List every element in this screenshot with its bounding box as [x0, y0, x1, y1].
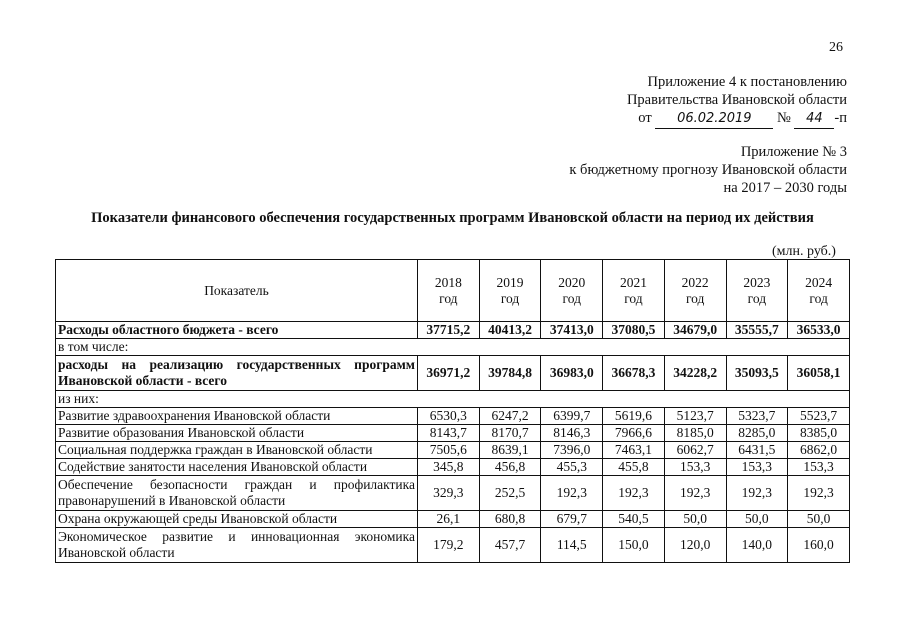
from-label: от	[638, 110, 652, 126]
table-cell-value: 153,3	[726, 459, 788, 476]
table-row	[56, 391, 850, 408]
row-label: Содействие занятости населения Ивановской области	[56, 459, 418, 476]
year-column-header	[788, 260, 850, 322]
table-cell-value: 8146,3	[541, 425, 603, 442]
document-title: Показатели финансового обеспечения государственных программ Ивановской области на период их действия	[91, 210, 814, 226]
appendix-4-date-line	[627, 109, 847, 129]
table-row	[56, 528, 850, 563]
table-cell-value: 179,2	[418, 528, 480, 563]
table-row	[56, 339, 850, 356]
row-label: Экономическое развитие и инновационная экономика Ивановской области	[56, 528, 418, 563]
row-label: расходы на реализацию государственных программ Ивановской области - всего	[56, 356, 418, 391]
table-cell-value: 36533,0	[788, 322, 850, 339]
year-suffix: год	[685, 290, 705, 306]
table-cell-value: 160,0	[788, 528, 850, 563]
year-value: 2020	[558, 274, 586, 290]
table-cell-value: 7966,6	[603, 425, 665, 442]
table-cell-value: 680,8	[479, 511, 541, 528]
table-cell-value: 6247,2	[479, 408, 541, 425]
year-column-header	[479, 260, 541, 322]
table-cell-value: 36971,2	[418, 356, 480, 391]
table-cell-value: 540,5	[603, 511, 665, 528]
table-cell-value: 679,7	[541, 511, 603, 528]
year-suffix: год	[624, 290, 643, 306]
year-suffix: год	[500, 290, 520, 306]
table-row	[56, 356, 850, 391]
table-cell-value: 8639,1	[479, 442, 541, 459]
table-cell-value: 7463,1	[603, 442, 665, 459]
year-value: 2023	[743, 274, 771, 290]
year-value: 2018	[434, 274, 462, 290]
table-cell-value: 150,0	[603, 528, 665, 563]
table-cell-value: 192,3	[603, 476, 665, 511]
table-row	[56, 425, 850, 442]
table-cell-value: 192,3	[541, 476, 603, 511]
table-cell-value: 8170,7	[479, 425, 541, 442]
table-cell-value: 120,0	[664, 528, 726, 563]
page-number: 26	[829, 40, 843, 55]
table-cell-value: 192,3	[726, 476, 788, 511]
year-suffix: год	[809, 290, 828, 306]
year-column-header	[418, 260, 480, 322]
table-row	[56, 459, 850, 476]
year-value: 2022	[681, 274, 709, 290]
table-cell-value: 35093,5	[726, 356, 788, 391]
table-cell-value: 8185,0	[664, 425, 726, 442]
table-row	[56, 408, 850, 425]
table-cell-value: 37080,5	[603, 322, 665, 339]
table-cell-value: 345,8	[418, 459, 480, 476]
table-cell-value: 5123,7	[664, 408, 726, 425]
units-label: (млн. руб.)	[772, 244, 836, 259]
table-cell-value: 26,1	[418, 511, 480, 528]
year-suffix: год	[747, 290, 767, 306]
table-cell-value: 153,3	[664, 459, 726, 476]
table-cell-value: 8385,0	[788, 425, 850, 442]
table-cell-value: 252,5	[479, 476, 541, 511]
table-cell-value: 153,3	[788, 459, 850, 476]
table-cell-value: 140,0	[726, 528, 788, 563]
handwritten-number: 44	[794, 110, 834, 129]
table-row	[56, 322, 850, 339]
table-cell-value: 8143,7	[418, 425, 480, 442]
table-header	[56, 260, 850, 322]
table-row	[56, 476, 850, 511]
table-body	[56, 322, 850, 563]
table-row	[56, 442, 850, 459]
year-suffix: год	[562, 290, 581, 306]
table-cell-value: 5523,7	[788, 408, 850, 425]
table-cell-value: 114,5	[541, 528, 603, 563]
table-cell-value: 35555,7	[726, 322, 788, 339]
row-label: Развитие образования Ивановской области	[56, 425, 418, 442]
table-cell-value: 37715,2	[418, 322, 480, 339]
row-label: Охрана окружающей среды Ивановской области	[56, 511, 418, 528]
row-label: Социальная поддержка граждан в Ивановской области	[56, 442, 418, 459]
table-cell-value: 36678,3	[603, 356, 665, 391]
table-cell-value: 455,3	[541, 459, 603, 476]
year-value: 2024	[805, 274, 833, 290]
table-cell-value: 5323,7	[726, 408, 788, 425]
year-suffix: год	[439, 290, 458, 306]
table-cell-value: 455,8	[603, 459, 665, 476]
table-cell-value: 192,3	[788, 476, 850, 511]
year-value: 2019	[496, 274, 524, 290]
appendix-3-line1: Приложение № 3	[740, 144, 847, 160]
handwritten-date: 06.02.2019	[655, 110, 773, 129]
year-column-header	[541, 260, 603, 322]
table-cell-value: 329,3	[418, 476, 480, 511]
table-cell-value: 6062,7	[664, 442, 726, 459]
number-suffix: -п	[834, 110, 847, 126]
row-label: Обеспечение безопасности граждан и профилактика правонарушений в Ивановской области	[56, 476, 418, 511]
year-column-header	[603, 260, 665, 322]
header-row	[56, 260, 850, 322]
appendix-3-line3: на 2017 – 2030 годы	[723, 180, 847, 196]
appendix-3-line2: к бюджетному прогнозу Ивановской области	[569, 162, 847, 178]
table-cell-value: 5619,6	[603, 408, 665, 425]
table-cell-value: 192,3	[664, 476, 726, 511]
budget-table	[55, 259, 850, 563]
table-cell-value: 50,0	[726, 511, 788, 528]
table-cell-value: 34228,2	[664, 356, 726, 391]
year-column-header	[726, 260, 788, 322]
table-cell-value: 8285,0	[726, 425, 788, 442]
row-label: из них:	[56, 391, 850, 408]
table-cell-value: 40413,2	[479, 322, 541, 339]
indicator-column-header: Показатель	[56, 260, 418, 322]
table-cell-value: 6431,5	[726, 442, 788, 459]
table-cell-value: 50,0	[664, 511, 726, 528]
row-label: Развитие здравоохранения Ивановской области	[56, 408, 418, 425]
year-column-header	[664, 260, 726, 322]
table-cell-value: 36058,1	[788, 356, 850, 391]
table-cell-value: 457,7	[479, 528, 541, 563]
table-cell-value: 456,8	[479, 459, 541, 476]
table-cell-value: 36983,0	[541, 356, 603, 391]
table-cell-value: 7505,6	[418, 442, 480, 459]
table-cell-value: 6862,0	[788, 442, 850, 459]
appendix-4-header	[627, 73, 847, 129]
table-cell-value: 6530,3	[418, 408, 480, 425]
table-cell-value: 50,0	[788, 511, 850, 528]
table-cell-value: 37413,0	[541, 322, 603, 339]
year-value: 2021	[619, 274, 647, 290]
appendix-4-line2: Правительства Ивановской области	[626, 92, 847, 108]
table-cell-value: 34679,0	[664, 322, 726, 339]
row-label: в том числе:	[56, 339, 850, 356]
table-row	[56, 511, 850, 528]
row-label: Расходы областного бюджета - всего	[56, 322, 418, 339]
appendix-4-line1: Приложение 4 к постановлению	[647, 74, 847, 90]
number-label: №	[776, 110, 791, 126]
table-cell-value: 6399,7	[541, 408, 603, 425]
table-cell-value: 7396,0	[541, 442, 603, 459]
appendix-3-header	[569, 143, 847, 197]
table-cell-value: 39784,8	[479, 356, 541, 391]
